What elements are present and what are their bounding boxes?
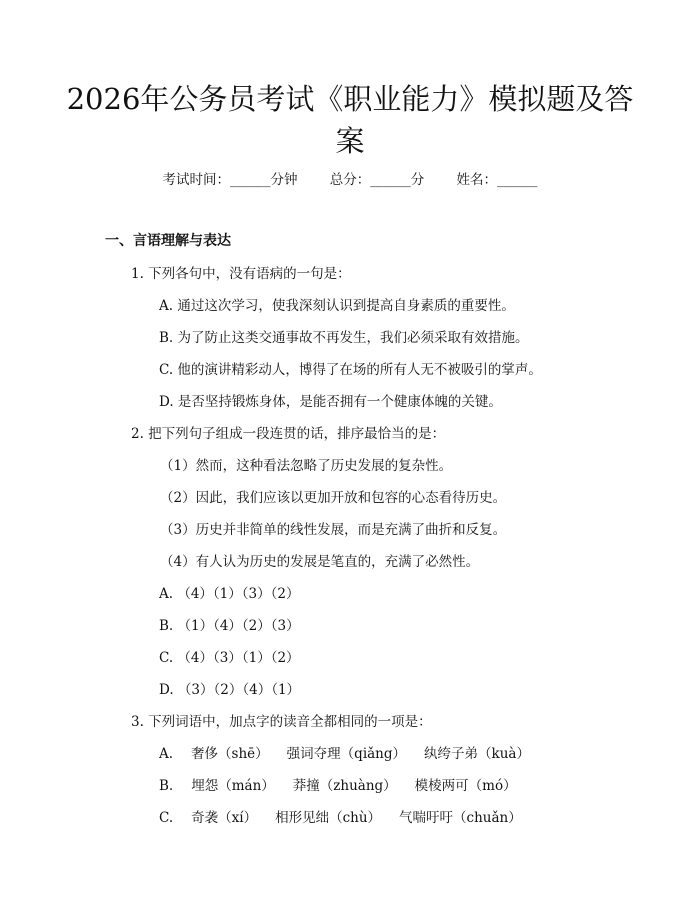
exam-info xyxy=(0,168,700,188)
total-score: 总分：______分 xyxy=(329,172,425,188)
question-2-statement-4: （4）有人认为历史的发展是笔直的，充满了必然性。 xyxy=(160,554,480,570)
question-1-option-b: B. 为了防止这类交通事故不再发生，我们必须采取有效措施。 xyxy=(159,330,529,346)
word-item: 奇袭（xí） xyxy=(191,810,258,826)
option-letter: A. xyxy=(159,746,174,762)
question-2-statement-2: （2）因此，我们应该以更加开放和包容的心态看待历史。 xyxy=(160,490,507,506)
option-letter: C. xyxy=(159,810,174,826)
question-2-statement-3: （3）历史并非简单的线性发展，而是充满了曲折和反复。 xyxy=(160,522,507,538)
question-2-option-d: D. （3）（2）（4）（1） xyxy=(159,682,301,698)
question-1-option-c: C. 他的演讲精彩动人，博得了在场的所有人无不被吸引的掌声。 xyxy=(159,362,542,378)
question-3-stem: 3. 下列词语中，加点字的读音全都相同的一项是： xyxy=(131,714,432,730)
question-1-stem: 1. 下列各句中，没有语病的一句是： xyxy=(131,266,351,282)
document-title: 2026年公务员考试《职业能力》模拟题及答案 xyxy=(66,82,634,158)
option-letter: B. xyxy=(159,778,174,794)
question-3-option-c xyxy=(159,806,540,826)
section-heading: 一、言语理解与表达 xyxy=(105,233,231,249)
question-3-option-a xyxy=(159,742,548,762)
question-1-option-d: D. 是否坚持锻炼身体，是能否拥有一个健康体魄的关键。 xyxy=(159,394,502,410)
question-2-option-c: C. （4）（3）（1）（2） xyxy=(159,650,300,666)
exam-time: 考试时间：______分钟 xyxy=(162,172,298,188)
question-3-option-b xyxy=(159,774,535,794)
word-item: 纨绔子弟（kuà） xyxy=(424,746,530,762)
word-item: 模棱两可（mó） xyxy=(414,778,517,794)
word-item: 莽撞（zhuàng） xyxy=(292,778,397,794)
question-2-stem: 2. 把下列句子组成一段连贯的话，排序最恰当的是： xyxy=(131,426,446,442)
candidate-name: 姓名：______ xyxy=(456,172,538,188)
question-2-statement-1: （1）然而，这种看法忽略了历史发展的复杂性。 xyxy=(160,458,453,474)
word-item: 奢侈（shē） xyxy=(191,746,269,762)
question-1-option-a: A. 通过这次学习，使我深刻认识到提高自身素质的重要性。 xyxy=(159,298,515,314)
word-item: 气喘吁吁（chuǎn） xyxy=(399,810,522,826)
question-2-option-b: B. （1）（4）（2）（3） xyxy=(159,618,300,634)
word-item: 相形见绌（chù） xyxy=(275,810,382,826)
question-2-option-a: A. （4）（1）（3）（2） xyxy=(159,586,300,602)
word-item: 埋怨（mán） xyxy=(191,778,275,794)
word-item: 强词夺理（qiǎng） xyxy=(286,746,407,762)
